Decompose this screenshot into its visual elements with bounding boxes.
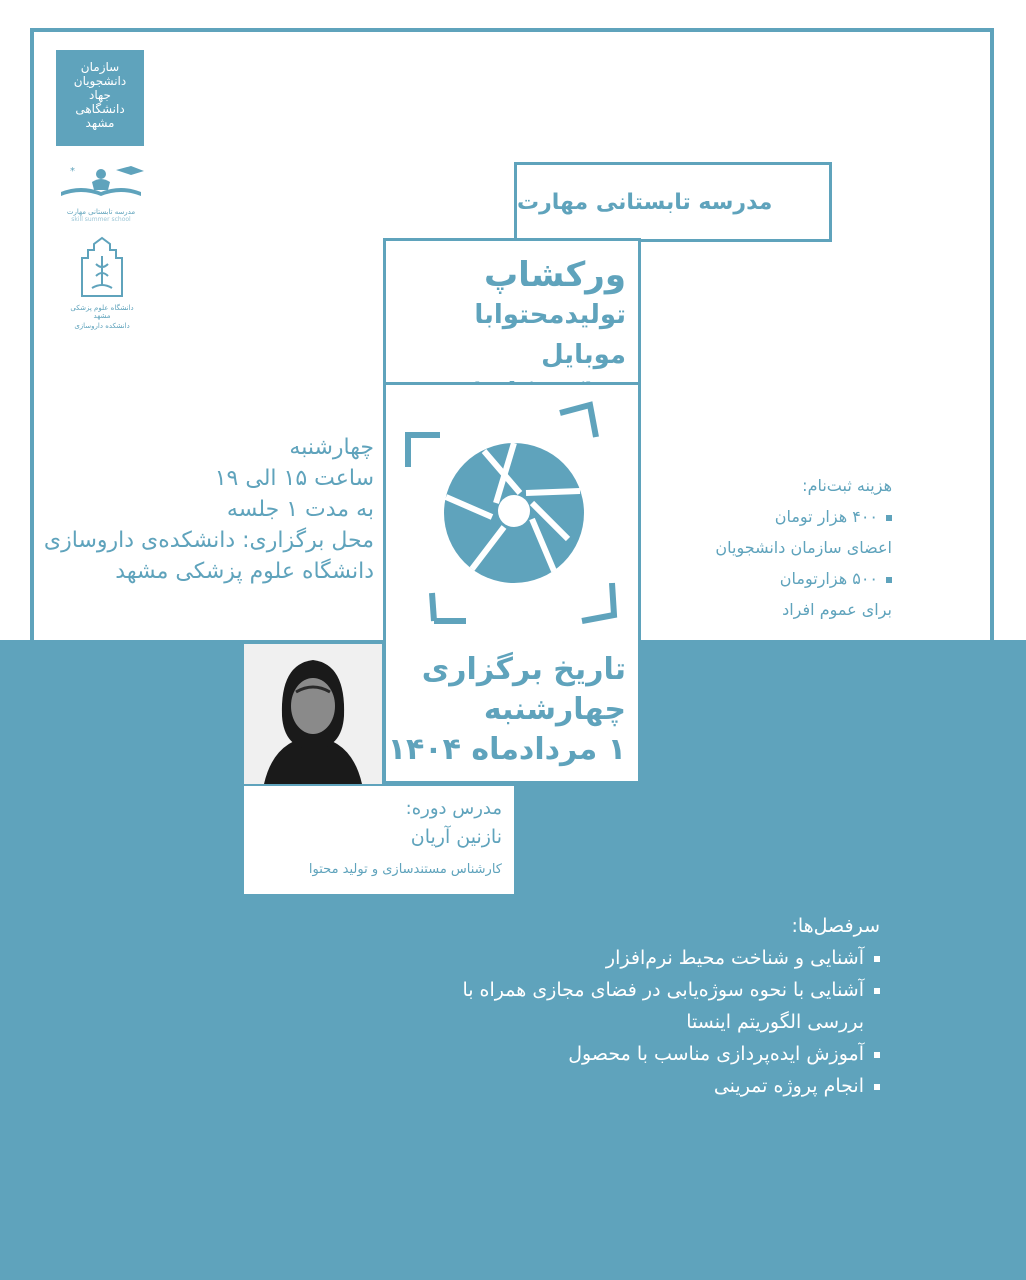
date-box	[383, 640, 641, 784]
workshop-title-box	[383, 238, 641, 386]
fee-title: هزینه ثبت‌نام:	[802, 476, 892, 495]
bullet-icon	[886, 577, 892, 583]
fee-public-price: ۵۰۰ هزارتومان	[779, 569, 878, 588]
fee-public-desc: برای عموم افراد	[782, 600, 892, 619]
topic-text: آشنایی و شناخت محیط نرم‌افزار	[605, 947, 864, 969]
list-item	[360, 942, 880, 974]
list-item	[360, 1038, 880, 1070]
university-emblem-icon	[72, 236, 132, 298]
schedule-info	[40, 432, 374, 587]
summer-school-logo-text: مدرسه تابستانی مهارت	[66, 208, 136, 216]
bullet-icon	[874, 988, 880, 994]
instructor-role: کارشناس مستندسازی و تولید محتوا	[308, 862, 502, 877]
schedule-duration: به مدت ۱ جلسه	[226, 497, 374, 522]
org-logo-line: سازمان	[80, 60, 120, 74]
workshop-title: ورکشاپ	[483, 255, 626, 295]
fee-public-price-row	[652, 563, 892, 594]
svg-text:*: *	[70, 166, 75, 177]
topic-text: آموزش ایده‌پردازی مناسب با محصول	[568, 1043, 864, 1065]
topic-text: انجام پروژه تمرینی	[713, 1075, 864, 1097]
university-logo	[62, 236, 142, 332]
schedule-time: ساعت ۱۵ الی ۱۹	[214, 466, 374, 491]
date-day: چهارشنبه	[483, 692, 626, 727]
instructor-label: مدرس دوره:	[405, 798, 502, 819]
list-item	[360, 974, 880, 1006]
schedule-venue: محل برگزاری: دانشکده‌ی داروسازی دانشگاه علوم پزشکی مشهد	[43, 528, 374, 584]
topic-text-continued: بررسی الگوریتم اینستا	[686, 1011, 864, 1033]
summer-school-logo-text-en: skill summer school	[71, 216, 131, 223]
university-name: دانشگاه علوم پزشکی مشهد	[70, 304, 134, 320]
bullet-icon	[874, 956, 880, 962]
book-graduate-icon	[56, 162, 146, 204]
instructor-photo	[244, 644, 382, 784]
fee-member-desc: اعضای سازمان دانشجویان	[715, 538, 892, 557]
camera-box	[383, 382, 641, 644]
org-logo-line: جهاد	[89, 88, 111, 102]
org-logo	[56, 50, 144, 146]
date-label: تاریخ برگزاری	[421, 652, 626, 687]
school-title: مدرسه تابستانی مهارت	[517, 189, 773, 215]
instructor-card	[244, 786, 514, 894]
bullet-icon	[874, 1052, 880, 1058]
instructor-name: نازنین آریان	[410, 826, 502, 848]
school-title-box	[514, 162, 832, 242]
fee-member-price: ۴۰۰ هزار تومان	[774, 507, 878, 526]
date-full: ۱ مردادماه ۱۴۰۴	[387, 732, 626, 767]
org-logo-line: دانشگاهی	[75, 102, 125, 116]
topic-text: آشنایی با نحوه سوژه‌یابی در فضای مجازی همراه با	[462, 979, 864, 1001]
topics-list	[360, 910, 880, 1102]
org-logo-line: دانشجویان	[73, 74, 127, 88]
bullet-icon	[874, 1084, 880, 1090]
org-logo-line: مشهد	[85, 116, 115, 130]
topics-title: سرفصل‌ها:	[791, 915, 880, 937]
fee-info	[652, 470, 892, 625]
workshop-subtitle: تولیدمحتوابا موبایل	[474, 300, 626, 370]
summer-school-logo	[56, 162, 146, 232]
list-item	[360, 1070, 880, 1102]
bullet-icon	[886, 515, 892, 521]
fee-member-price-row	[652, 501, 892, 532]
camera-aperture-icon	[386, 385, 638, 641]
faculty-name: دانشکده داروسازی	[74, 322, 130, 330]
schedule-day: چهارشنبه	[289, 435, 374, 460]
